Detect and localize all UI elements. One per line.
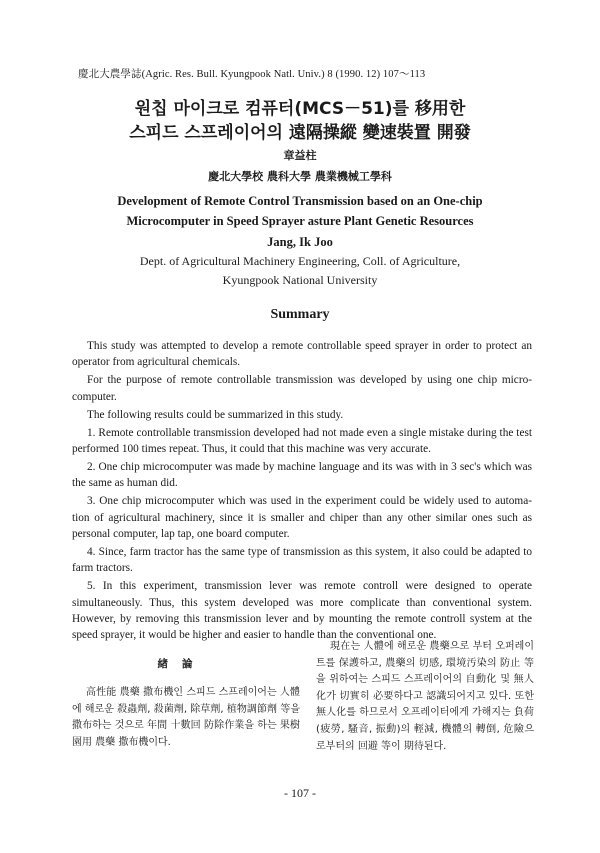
korean-author: 章益柱 <box>283 149 317 162</box>
summary-paragraph: 2. One chip microcomputer was made by machine language and its was with in 3 sec's which was the same as human did. <box>72 460 532 490</box>
korean-title-line-2: 스피드 스프레이어의 遠隔操縱 變速裝置 開發 <box>129 123 471 143</box>
summary-paragraph: 4. Since, farm tractor has the same type of transmission as this system, it also could be adapted to farm tractors. <box>72 545 532 575</box>
summary-paragraph: 5. In this experiment, transmission lever was remote controll were designed to operate simultaneously. Thus, this system developed was more complicate than conventional system. However, by removing this transmission lever and by mounting the remote controll system at the speed sprayer, it would be higher and easier to handle than the conventional one. <box>72 580 532 642</box>
english-title-line-2: Microcomputer in Speed Sprayer asture Plant Genetic Resources <box>126 214 474 228</box>
korean-title-line-1: 원칩 마이크로 컴퓨터(MCS－51)를 移用한 <box>134 99 466 119</box>
introduction-right-column: 現在는 人體에 해로운 農藥으로 부터 오퍼레이트를 保護하고, 農藥의 切感, 環境汚染의 防止 等을 위하여는 스피드 스프레이어의 自動化 및 無人化가 切實히 必要하다고 認識되어지고 있다. 또한 無人化를 하므로서 오프레이터에게 가해지는 負荷(疲勞, 騷音, 振動)의 輕減, 機體의 轉倒, 危險으로부터의 回避 等이 期待된다. <box>316 641 534 752</box>
summary-body <box>72 338 532 645</box>
page-number: - 107 - <box>284 786 316 800</box>
summary-paragraph: For the purpose of remote controllable transmission was developed by using one chip micro-computer. <box>72 374 532 403</box>
introduction-left-column: 高性能 農藥 撒布機인 스피드 스프레이어는 人體에 해로운 殺蟲劑, 殺菌劑, 除草劑, 植物調節劑 等을 撒布하는 것으로 年間 十數回 防除作業을 하는 果樹園用 農藥 撒布機이다. <box>72 687 300 748</box>
summary-paragraph: 3. One chip microcomputer which was used in the experiment could be widely used to automa-tion of agricultural machinery, since it is smaller and chiper than any other similar ones such as personal computer, lap tap, one board computer. <box>72 495 532 540</box>
summary-paragraph: The following results could be summarized in this study. <box>87 408 344 421</box>
english-author: Jang, Ik Joo <box>267 235 333 249</box>
journal-reference: 慶北大農學誌(Agric. Res. Bull. Kyungpook Natl. Univ.) 8 (1990. 12) 107～113 <box>78 69 426 80</box>
english-title-line-1: Development of Remote Control Transmission based on an One-chip <box>117 194 483 208</box>
english-affiliation-line-1: Dept. of Agricultural Machinery Engineering, Coll. of Agriculture, <box>139 254 461 268</box>
summary-heading: Summary <box>270 307 330 322</box>
summary-paragraph: 1. Remote controllable transmission developed had not made even a single mistake during the test performed 100 times repeat. Thus, it could that this machine was very accurate. <box>72 426 532 455</box>
introduction-heading: 緖論 <box>157 658 207 670</box>
summary-paragraph: This study was attempted to develop a remote controllable speed sprayer in order to protect an operator from agricultural chemicals. <box>72 340 532 369</box>
korean-affiliation: 慶北大學校 農科大學 農業機械工學科 <box>208 170 392 183</box>
english-affiliation-line-2: Kyungpook National University <box>222 273 378 287</box>
